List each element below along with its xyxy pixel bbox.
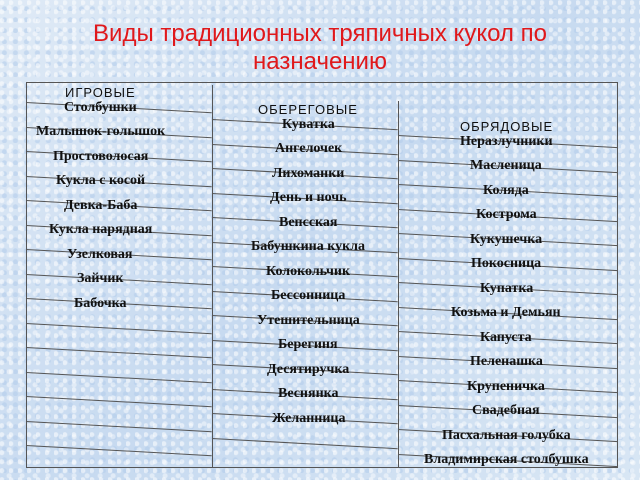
table-cell: Капуста [480,330,532,345]
column-header: ОБРЯДОВЫЕ [460,119,554,134]
table-cell: Желанница [272,411,346,426]
table-cell: Покосница [471,256,542,271]
table-cell: Узелковая [67,247,133,262]
slide-title: Виды традиционных тряпичных кукол по назначению [93,20,547,75]
table-cell: Масленица [470,158,542,173]
table-cell: Кукла нарядная [49,222,153,237]
table-cell: Девка-Баба [64,198,138,213]
table-cell: Куватка [282,117,335,132]
column-divider [212,85,213,468]
table-cell: Владимирская столбушка [424,452,589,467]
table-cell: Ангелочек [275,141,343,156]
table-cell: Утешительница [257,313,360,328]
table-cell: Свадебная [472,403,540,418]
table-cell: Малышок-голышок [36,124,166,139]
table-cell: Кукла с косой [56,173,146,188]
table-cell: Простоволосая [53,149,149,164]
table-cell: Коляда [483,183,529,198]
table-cell: Зайчик [77,271,124,286]
table-cell: Столбушки [64,100,137,115]
table-cell: Купатка [480,281,534,296]
table-cell: День и ночь [270,190,347,205]
table-cell: Берегиня [278,337,338,352]
table-cell: Кострома [476,207,537,222]
column-header: ОБЕРЕГОВЫЕ [258,102,358,117]
table-cell: Неразлучники [460,134,553,149]
table-cell: Колокольчик [266,264,351,279]
column-divider [398,101,399,468]
table-cell: Вепсская [279,215,338,230]
table-cell: Лихоманки [272,166,345,181]
table-cell: Крупеничка [467,379,545,394]
table-cell: Пеленашка [470,354,543,369]
table-cell: Пасхальная голубка [442,428,571,443]
table-cell: Веснянка [278,386,339,401]
table-cell: Бабочка [74,296,127,311]
table-cell: Бабушкина кукла [251,239,366,254]
table-cell: Козьма и Демьян [451,305,561,320]
table-cell: Кукушечка [470,232,543,247]
table-cell: Бессонница [271,288,346,303]
column-header: ИГРОВЫЕ [65,85,136,100]
table-cell: Десятиручка [267,362,350,377]
